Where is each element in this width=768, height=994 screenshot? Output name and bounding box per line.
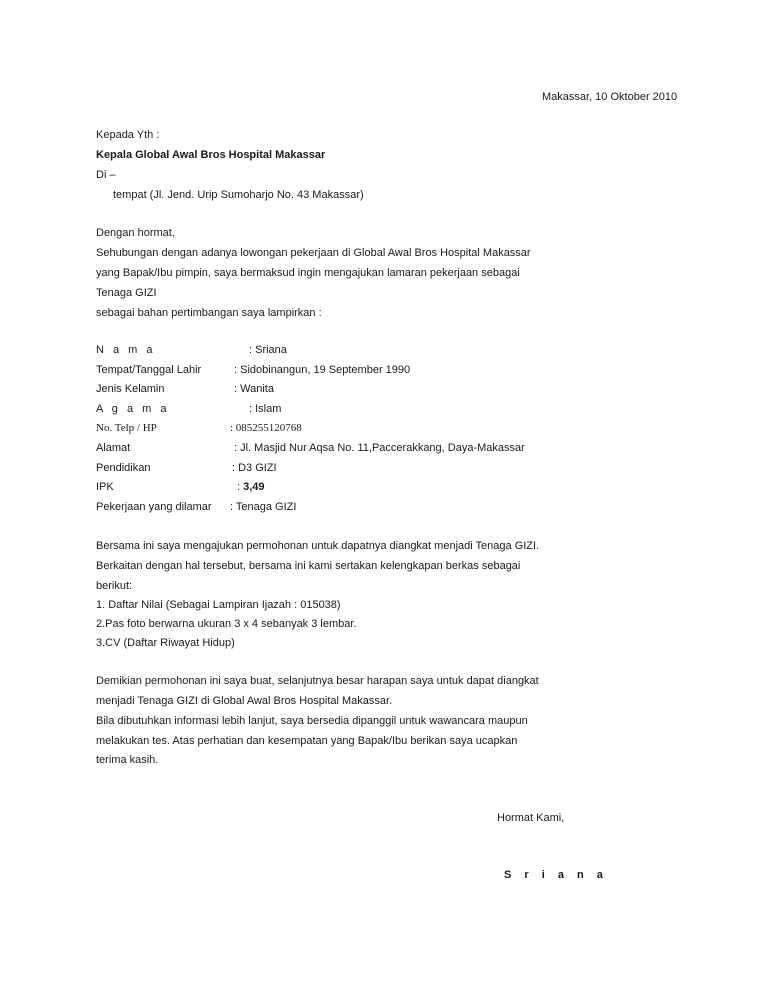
closing-line: Bila dibutuhkan informasi lebih lanjut, saya bersedia dipanggil untuk wawancara maupun (96, 715, 528, 727)
date-line: Makassar, 10 Oktober 2010 (542, 91, 678, 103)
ipk-colon: : (237, 481, 244, 493)
ipk-label: IPK (96, 481, 114, 493)
alamat-value: : Jl. Masjid Nur Aqsa No. 11,Paccerakkang, Daya-Makassar (234, 442, 525, 454)
telp-value: : 085255120768 (230, 422, 302, 434)
body-line: Bersama ini saya mengajukan permohonan untuk dapatnya diangkat menjadi Tenaga GIZI. (96, 540, 540, 552)
telp-label: No. Telp / HP (96, 422, 157, 434)
agama-label: A g a m a (96, 403, 170, 415)
pendidikan-value: : D3 GIZI (232, 462, 277, 474)
regards: Hormat Kami, (497, 812, 565, 824)
nama-label: N a m a (96, 344, 156, 356)
closing-line: melakukan tes. Atas perhatian dan kesempatan yang Bapak/Ibu berikan saya ucapkan (96, 735, 518, 747)
opening-line: yang Bapak/Ibu pimpin, saya bermaksud ingin mengajukan lamaran pekerjaan sebagai (96, 267, 520, 279)
jk-value: : Wanita (234, 383, 274, 395)
closing-line: terima kasih. (96, 754, 159, 766)
signature-name: S r i a n a (504, 869, 608, 881)
attachment-item: 2.Pas foto berwarna ukuran 3 x 4 sebanyak 3 lembar. (96, 618, 357, 630)
closing-line: Demikian permohonan ini saya buat, selanjutnya besar harapan saya untuk dapat diangkat (96, 675, 539, 687)
agama-value: : Islam (249, 403, 282, 415)
attachment-item: 1. Daftar Nilai (Sebagai Lampiran Ijazah : 015038) (96, 599, 341, 611)
alamat-label: Alamat (96, 442, 131, 454)
closing-line: menjadi Tenaga GIZI di Global Awal Bros Hospital Makassar. (96, 695, 393, 707)
jk-label: Jenis Kelamin (96, 383, 165, 395)
ipk-value: 3,49 (243, 481, 265, 493)
pekerjaan-label: Pekerjaan yang dilamar (96, 501, 212, 513)
opening-line: Sehubungan dengan adanya lowongan pekerjaan di Global Awal Bros Hospital Makassar (96, 247, 531, 259)
greeting: Dengan hormat, (96, 227, 175, 239)
opening-line: Tenaga GIZI (96, 287, 157, 299)
pendidikan-label: Pendidikan (96, 462, 151, 474)
recipient-name: Kepala Global Awal Bros Hospital Makassar (96, 149, 326, 161)
nama-value: : Sriana (249, 344, 287, 356)
recipient-place: tempat (Jl. Jend. Urip Sumoharjo No. 43 Makassar) (113, 189, 364, 201)
ipk-value-row (237, 480, 265, 494)
ttl-value: : Sidobinangun, 19 September 1990 (234, 364, 411, 376)
ttl-label: Tempat/Tanggal Lahir (96, 364, 202, 376)
body-line: berikut: (96, 580, 133, 592)
body-line: Berkaitan dengan hal tersebut, bersama ini kami sertakan kelengkapan berkas sebagai (96, 560, 521, 572)
opening-line: sebagai bahan pertimbangan saya lampirkan : (96, 307, 322, 319)
pekerjaan-value: : Tenaga GIZI (230, 501, 297, 513)
recipient-salutation: Kepada Yth : (96, 129, 160, 141)
recipient-di: Di – (96, 169, 116, 181)
attachment-item: 3.CV (Daftar Riwayat Hidup) (96, 637, 235, 649)
